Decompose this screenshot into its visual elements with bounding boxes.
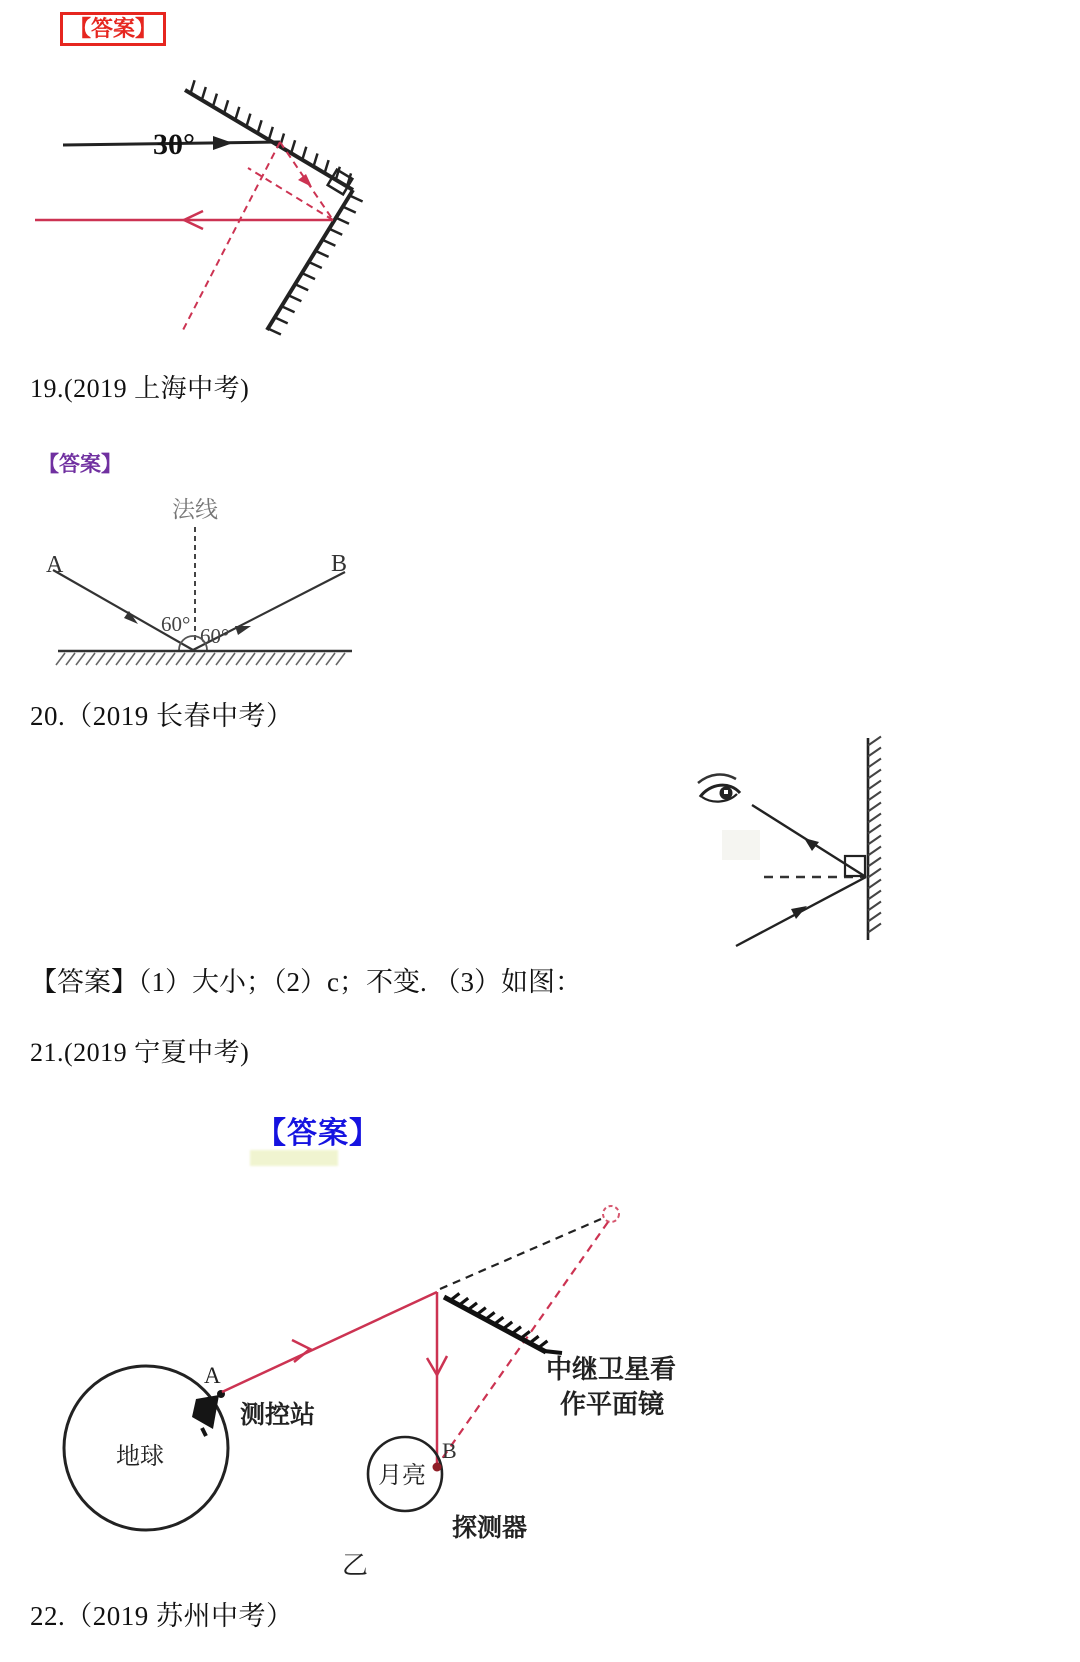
vertical-mirror-hatching [868, 737, 881, 933]
ray-b-label: B [331, 551, 348, 577]
answer-badge-blue: 【答案】 [256, 1117, 380, 1150]
earth-label: 地球 [116, 1444, 164, 1470]
normal-1-dashed [183, 142, 280, 330]
moon-label: 月亮 [378, 1463, 426, 1489]
question-20: 20.（2019 长春中考） [30, 701, 294, 731]
satellite-mirror-hatching [450, 1293, 547, 1348]
ray-b-arrowhead [235, 626, 251, 635]
ray-a [53, 570, 193, 650]
figure-caption: 乙 [342, 1551, 369, 1580]
angle-right-label: 60° [200, 624, 230, 648]
question-21: 21.(2019 宁夏中考) [30, 1038, 250, 1067]
normal-label: 法线 [172, 497, 218, 522]
answer-badge-purple: 【答案】 [38, 453, 122, 476]
diagram-corner-mirrors [35, 55, 380, 350]
mirror-1-hatching [191, 80, 351, 186]
satellite-mirror-tail [544, 1351, 562, 1353]
incident-ray-arrowhead [213, 136, 233, 150]
answer-line-q20: 【答案】（1）大小；（2）c；不变. （3）如图： [30, 967, 582, 997]
question-22: 22.（2019 苏州中考） [30, 1601, 294, 1631]
eye-icon [698, 774, 740, 801]
between-ray-arrowhead [298, 174, 312, 187]
virtual-image-circle [603, 1206, 619, 1222]
detector-point [433, 1463, 442, 1472]
diagram-normal-60 [30, 455, 375, 680]
ray-a-label: A [46, 552, 64, 578]
angle-30-label: 30° [153, 128, 195, 161]
mirror-2-hatching [268, 196, 363, 335]
paper-smudge [722, 830, 760, 860]
mirror-2-line [267, 190, 353, 330]
mirror-1-line [185, 90, 353, 190]
station-label: 测控站 [240, 1402, 316, 1429]
mirror-note-line2: 作平面镜 [560, 1390, 665, 1419]
ray-station-to-satellite [222, 1292, 437, 1392]
point-a-label: A [204, 1363, 221, 1388]
point-b-label: B [442, 1438, 457, 1463]
highlight-smudge [250, 1150, 338, 1166]
incident-ray-arrowhead [791, 906, 807, 919]
dashed-line-to-image [440, 1219, 601, 1289]
angle-left-label: 60° [161, 612, 191, 636]
normal-2-dashed [248, 168, 333, 220]
mirror-note-line1: 中继卫星看 [546, 1355, 677, 1384]
reflected-ray-arrowhead [804, 838, 819, 851]
question-19: 19.(2019 上海中考) [30, 374, 250, 403]
diagram-eye-mirror [640, 720, 910, 958]
ground-hatching [56, 653, 345, 665]
answer-badge-red: 【答案】 [60, 12, 166, 46]
detector-label: 探测器 [452, 1515, 528, 1542]
diagram-satellite-mirror [30, 1170, 720, 1590]
